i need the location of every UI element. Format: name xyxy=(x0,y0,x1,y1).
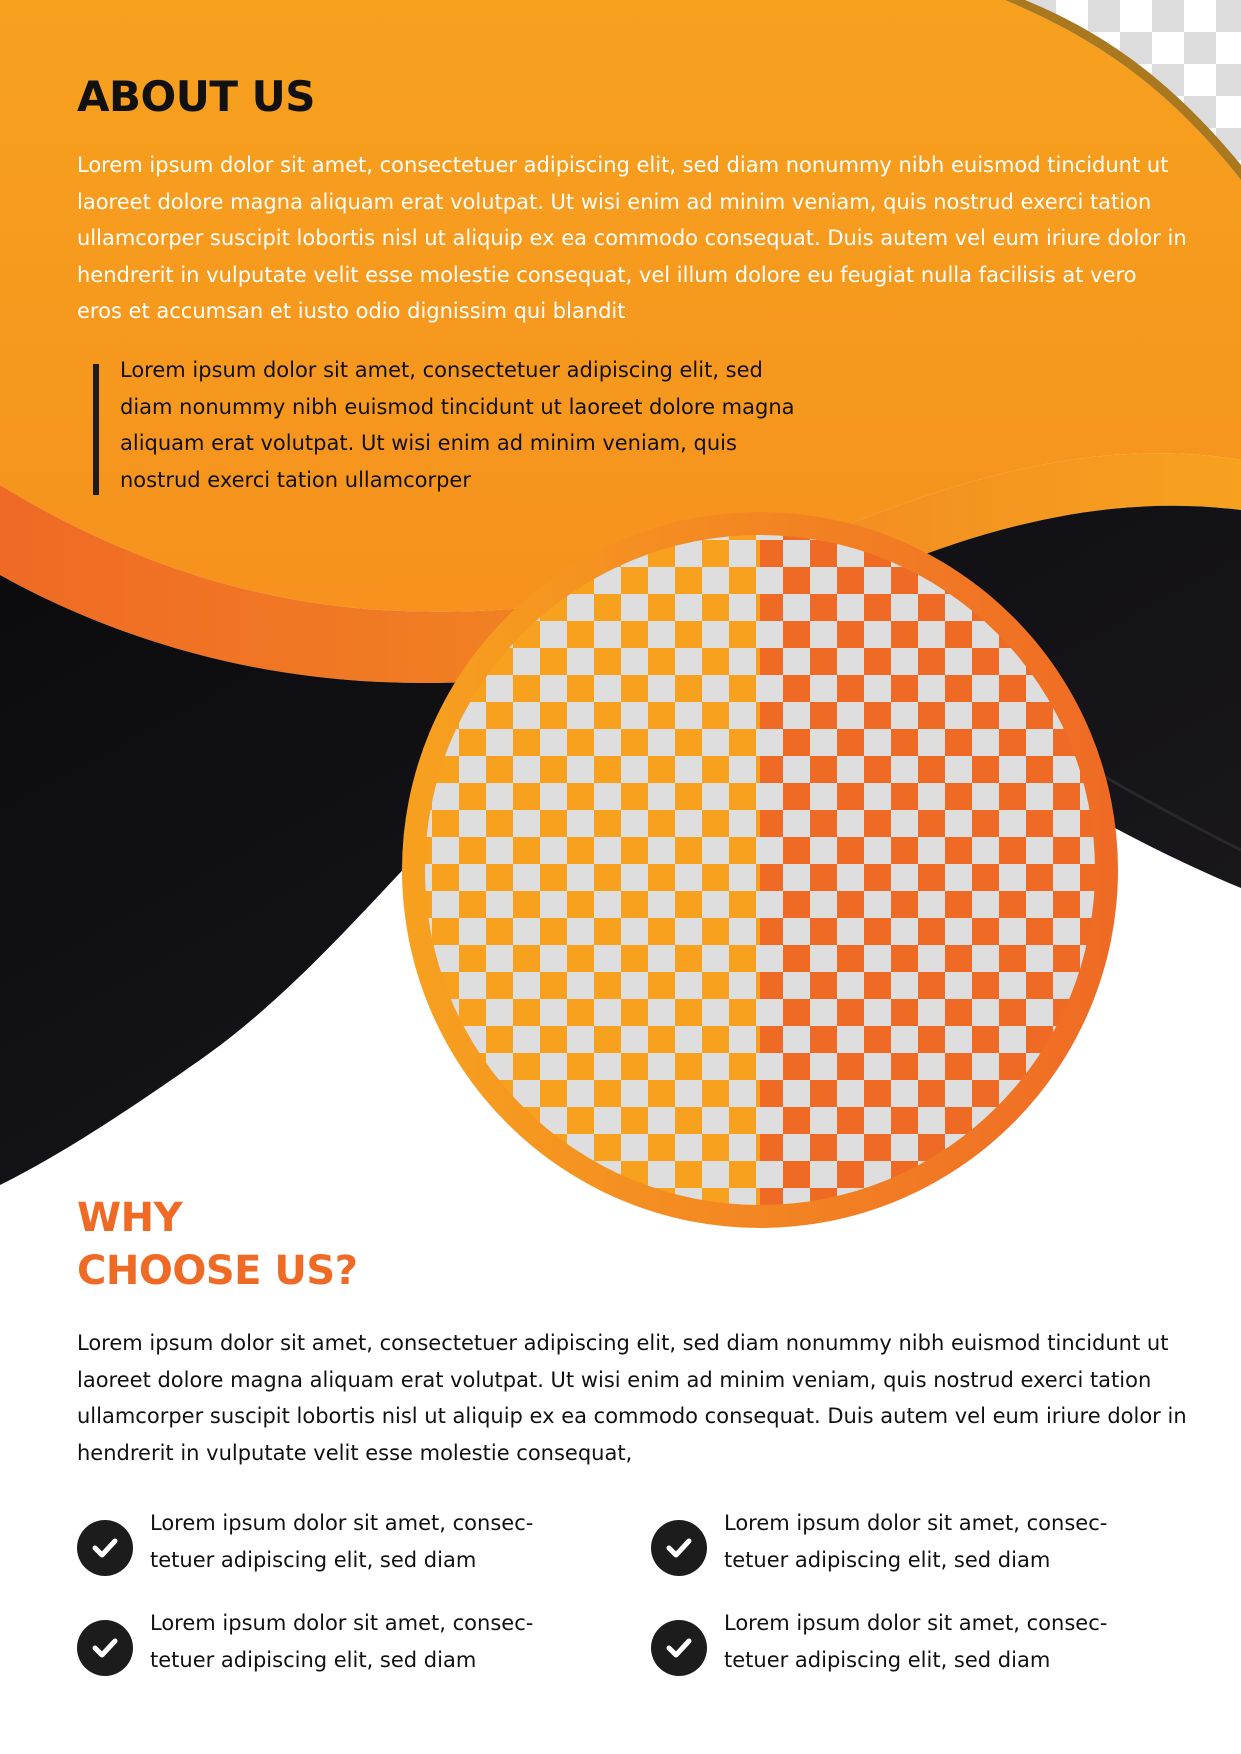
quote-bar xyxy=(93,364,99,495)
feature-text: Lorem ipsum dolor sit amet, consec-tetuer adipiscing elit, sed diam xyxy=(150,1511,534,1572)
feature-item xyxy=(77,1505,597,1585)
feature-text: Lorem ipsum dolor sit amet, consec-tetuer adipiscing elit, sed diam xyxy=(724,1611,1108,1672)
why-paragraph: Lorem ipsum dolor sit amet, consectetuer adipiscing elit, sed diam nonummy nibh euismod tincidunt ut laoreet dolore magna aliquam erat volutpat. Ut wisi enim ad minim veniam, quis nostrud exerci tation ullamcorper suscipit lobortis nisl ut aliquip ex ea commodo consequat. Duis autem vel eum iriure dolor in hendrerit in vulputate velit esse molestie consequat, xyxy=(77,1331,1187,1465)
check-icon xyxy=(77,1620,133,1676)
photo-placeholder xyxy=(425,535,1095,1205)
quote-text: Lorem ipsum dolor sit amet, consectetuer adipiscing elit, sed diam nonummy nibh euismod tincidunt ut laoreet dolore magna aliquam erat volutpat. Ut wisi enim ad minim veniam, quis nostrud exerci tation ullamcorper xyxy=(120,358,795,492)
feature-text: Lorem ipsum dolor sit amet, consec-tetuer adipiscing elit, sed diam xyxy=(150,1611,534,1672)
feature-item xyxy=(651,1605,1171,1685)
about-title: ABOUT US xyxy=(77,72,315,121)
check-icon xyxy=(651,1620,707,1676)
why-title-line1: WHY xyxy=(77,1195,183,1241)
feature-item xyxy=(651,1505,1171,1585)
feature-text: Lorem ipsum dolor sit amet, consec-tetuer adipiscing elit, sed diam xyxy=(724,1511,1108,1572)
why-title-line2: CHOOSE US? xyxy=(77,1248,358,1294)
why-title xyxy=(77,1192,357,1298)
check-icon xyxy=(77,1520,133,1576)
about-paragraph: Lorem ipsum dolor sit amet, consectetuer adipiscing elit, sed diam nonummy nibh euismod tincidunt ut laoreet dolore magna aliquam erat volutpat. Ut wisi enim ad minim veniam, quis nostrud exerci tation ullamcorper suscipit lobortis nisl ut aliquip ex ea commodo consequat. Duis autem vel eum iriure dolor in hendrerit in vulputate velit esse molestie consequat, vel illum dolore eu feugiat nulla facilisis at vero eros et accumsan et iusto odio dignissim qui blandit xyxy=(77,153,1187,323)
feature-item xyxy=(77,1605,597,1685)
check-icon xyxy=(651,1520,707,1576)
